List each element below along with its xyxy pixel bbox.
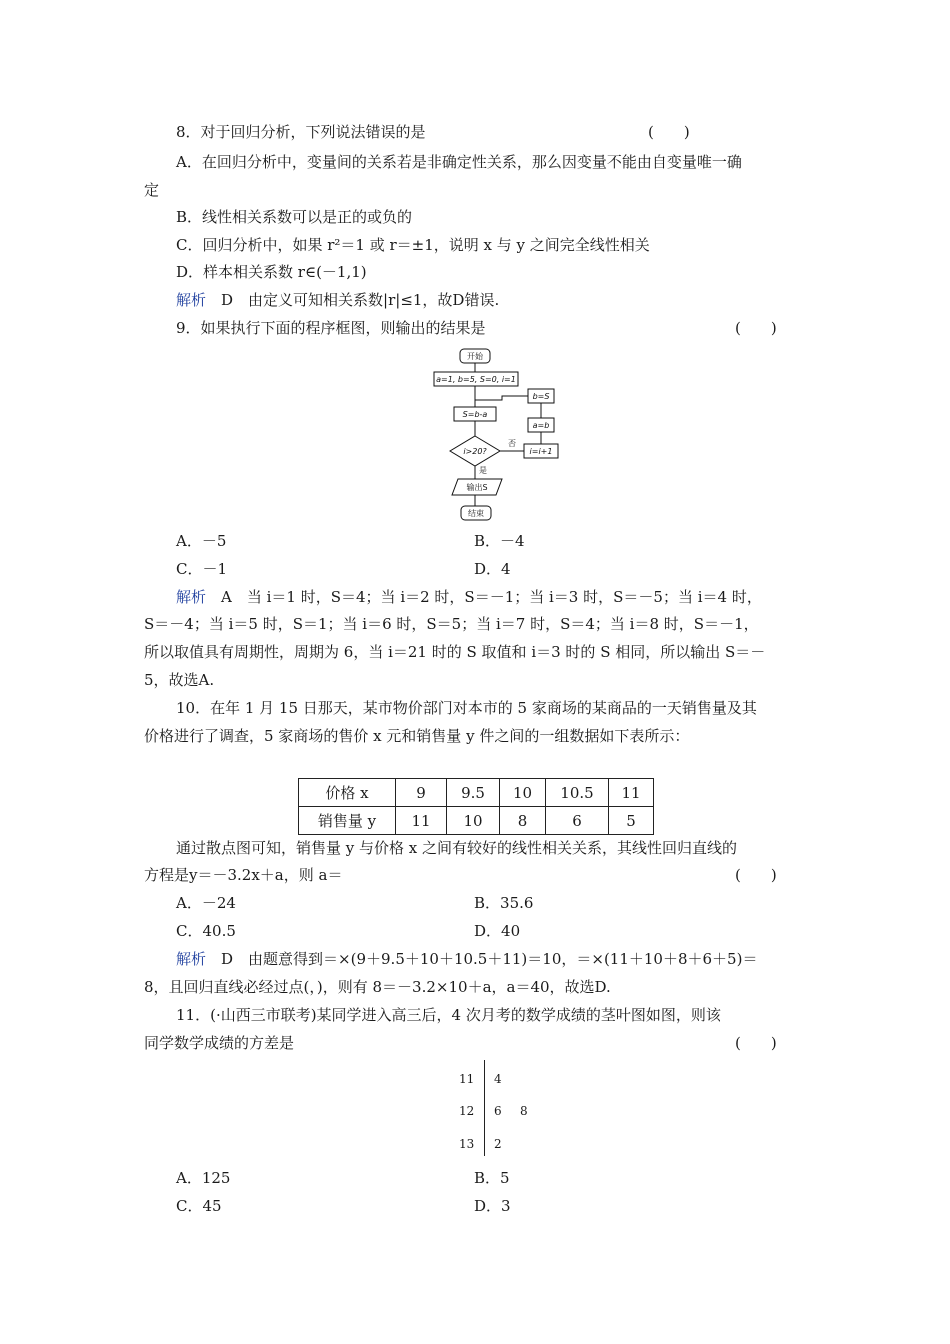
stem-value: 13 — [459, 1137, 475, 1151]
q10-stem-line1: 10．在年 1 月 15 日那天，某市物价部门对本市的 5 家商场的某商品的一天销售量及其 — [176, 699, 757, 717]
q9-option-c: C．－1 — [176, 560, 228, 578]
q11-option-c: C．45 — [176, 1197, 222, 1215]
q9-solution-line4: 5，故选A. — [144, 671, 215, 689]
leaf-value: 4 — [494, 1072, 502, 1086]
stem-leaf-plot — [450, 1060, 570, 1160]
flow-bs-text: b=S — [532, 392, 550, 401]
q11-answer-paren: ( ) — [735, 1034, 777, 1052]
q8-option-c: C．回归分析中，如果 r²＝1 或 r＝±1，说明 x 与 y 之间完全线性相关 — [176, 236, 650, 254]
q10-option-c: C．40.5 — [176, 922, 236, 940]
solution-label: 解析 — [176, 950, 207, 968]
q11-option-d: D．3 — [474, 1197, 511, 1215]
table-row — [299, 807, 654, 835]
q11-stem-line2: 同学数学成绩的方差是 — [144, 1034, 295, 1052]
leaf-value: 6 — [494, 1104, 502, 1118]
q8-option-a: A．在回归分析中，变量间的关系若是非确定性关系，那么因变量不能由自变量唯一确 — [176, 153, 742, 171]
solution-text: A 当 i＝1 时，S＝4；当 i＝2 时，S＝－1；当 i＝3 时，S＝－5；当 i＝4 时， — [206, 588, 762, 606]
q8-solution — [176, 290, 499, 310]
flow-init-text: a=1, b=5, S=0, i=1 — [436, 375, 516, 384]
flow-condition-text: i>20? — [463, 447, 487, 456]
solution-text: D 由题意得到＝×(9＋9.5＋10＋10.5＋11)＝10，＝×(11＋10＋8＋6＋5)＝ — [206, 950, 758, 968]
q9-solution-line3: 所以取值具有周期性，周期为 6，当 i＝21 时的 S 取值和 i＝3 时的 S 相同，所以输出 S＝－ — [144, 643, 766, 661]
q11-option-b: B．5 — [474, 1169, 510, 1187]
table-cell: 10.5 — [546, 779, 609, 807]
table-cell: 6 — [546, 807, 609, 835]
q9-stem: 9．如果执行下面的程序框图，则输出的结果是 — [176, 319, 486, 337]
q8-option-d: D．样本相关系数 r∈(－1,1) — [176, 263, 367, 281]
flow-end-text: 结束 — [468, 509, 484, 518]
table-cell: 11 — [609, 779, 654, 807]
q9-option-a: A．－5 — [176, 532, 227, 550]
q11-option-a: A．125 — [176, 1169, 231, 1187]
q10-solution-line2: 8，且回归直线必经过点(，)，则有 8＝－3.2×10＋a，a＝40，故选D. — [144, 978, 611, 996]
q10-option-d: D．40 — [474, 922, 521, 940]
solution-label: 解析 — [176, 291, 207, 309]
table-cell: 9.5 — [447, 779, 500, 807]
stem-value: 11 — [459, 1072, 475, 1086]
table-row — [299, 779, 654, 807]
q9-option-d: D．4 — [474, 560, 511, 578]
table-cell: 9 — [396, 779, 447, 807]
q10-text-line1: 通过散点图可知，销售量 y 与价格 x 之间有较好的线性相关关系，其线性回归直线的 — [176, 839, 738, 857]
table-cell: 10 — [447, 807, 500, 835]
q10-answer-paren: ( ) — [735, 866, 777, 884]
leaf-value: 8 — [520, 1104, 528, 1118]
q9-solution-line1 — [176, 587, 762, 607]
q11-stem-line1: 11．(·山西三市联考)某同学进入高三后，4 次月考的数学成绩的茎叶图如图，则该 — [176, 1006, 721, 1024]
solution-label: 解析 — [176, 588, 207, 606]
table-cell: 价格 x — [299, 779, 396, 807]
q9-answer-paren: ( ) — [735, 319, 777, 337]
q8-option-a-cont: 定 — [144, 181, 160, 199]
table-cell: 11 — [396, 807, 447, 835]
q10-option-a: A．－24 — [176, 894, 236, 912]
flowchart — [420, 344, 580, 526]
flow-no-label: 否 — [508, 439, 516, 448]
stem-leaf-divider — [484, 1060, 485, 1156]
q9-solution-line2: S＝－4；当 i＝5 时，S＝1；当 i＝6 时，S＝5；当 i＝7 时，S＝4；当 i＝8 时，S＝－1， — [144, 615, 759, 633]
table-cell: 销售量 y — [299, 807, 396, 835]
q10-solution-line1 — [176, 949, 757, 969]
stem-value: 12 — [459, 1104, 475, 1118]
solution-text: D 由定义可知相关系数|r|≤1，故D错误. — [206, 291, 500, 309]
flow-inc-text: i=i+1 — [529, 447, 553, 456]
q10-option-b: B．35.6 — [474, 894, 534, 912]
flow-output-text: 输出S — [466, 483, 488, 492]
price-sales-table — [298, 778, 654, 835]
flow-start-text: 开始 — [467, 352, 483, 361]
q9-option-b: B．－4 — [474, 532, 525, 550]
leaf-value: 2 — [494, 1137, 502, 1151]
q8-stem: 8．对于回归分析，下列说法错误的是 — [176, 123, 426, 141]
flow-yes-label: 是 — [479, 466, 487, 475]
q8-option-b: B．线性相关系数可以是正的或负的 — [176, 208, 413, 226]
table-cell: 10 — [500, 779, 546, 807]
q8-answer-paren: ( ) — [648, 123, 690, 141]
table-cell: 8 — [500, 807, 546, 835]
q10-text-line2: 方程是y＝－3.2x＋a，则 a＝ — [144, 866, 343, 884]
q10-stem-line2: 价格进行了调查，5 家商场的售价 x 元和销售量 y 件之间的一组数据如下表所示： — [144, 727, 690, 745]
flow-s-text: S=b-a — [462, 410, 488, 419]
table-cell: 5 — [609, 807, 654, 835]
flow-ab-text: a=b — [532, 421, 550, 430]
